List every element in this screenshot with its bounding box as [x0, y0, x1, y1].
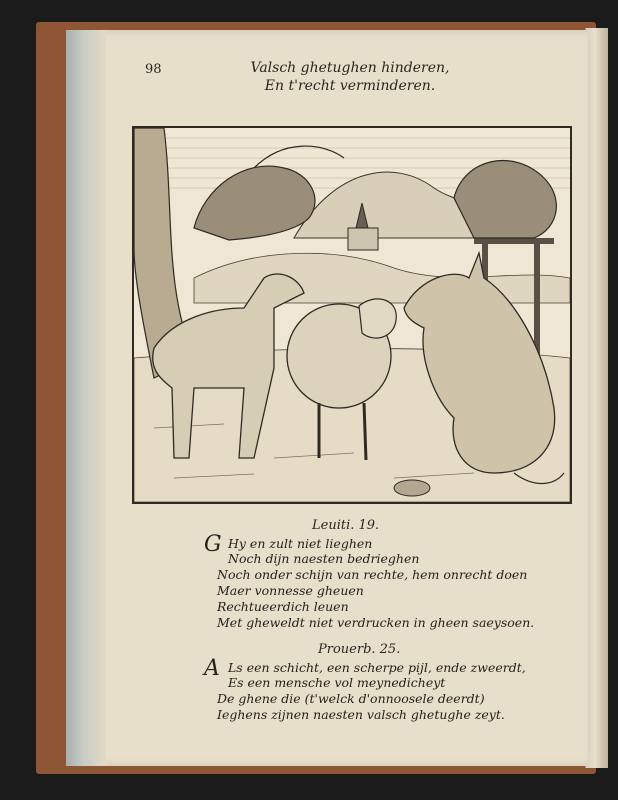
- verse-line: Ls een schicht, een scherpe pijl, ende zweerdt,: [228, 660, 526, 675]
- verse-line: Rechtueerdich leuen: [217, 599, 349, 614]
- dropcap-g: G: [204, 532, 222, 557]
- verse-line: Maer vonnesse gheuen: [217, 583, 364, 598]
- verse-reference-leviticus: Leuiti. 19.: [312, 518, 380, 533]
- verse-line: Es een mensche vol meynedicheyt: [228, 675, 446, 690]
- verse-line: Ieghens zijnen naesten valsch ghetughe zeyt.: [217, 707, 505, 722]
- verse-line: De ghene die (t'welck d'onnoosele deerdt): [217, 691, 485, 706]
- header-line-2: En t'recht verminderen.: [264, 78, 436, 94]
- page-number: 98: [145, 62, 162, 77]
- verse-reference-proverbs: Prouerb. 25.: [318, 642, 401, 657]
- verse-line: Noch onder schijn van rechte, hem onrecht doen: [217, 567, 528, 582]
- page-stack: [585, 28, 608, 768]
- verse-line: Met gheweldt niet verdrucken in gheen saeysoen.: [217, 615, 535, 630]
- dropcap-a: A: [204, 656, 220, 681]
- page-gutter: [66, 30, 106, 766]
- header-line-1: Valsch ghetughen hinderen,: [250, 60, 450, 76]
- engraving-illustration: [132, 126, 572, 504]
- verse-line: Noch dijn naesten bedrieghen: [228, 551, 420, 566]
- engraving-drawing: [134, 128, 570, 502]
- verse-line: Hy en zult niet lieghen: [228, 536, 373, 551]
